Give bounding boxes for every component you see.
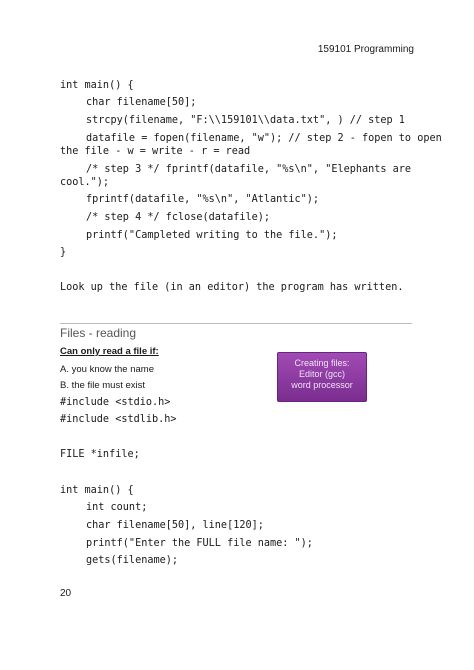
code-line: strcpy(filename, "F:\\159101\\data.txt", ) // step 1: [86, 115, 405, 126]
code-line: #include <stdlib.h>: [60, 414, 177, 425]
code-line: int main() {: [60, 485, 134, 496]
creating-files-callout: [277, 352, 367, 402]
instruction-text: Look up the file (in an editor) the program has written.: [60, 282, 404, 293]
code-line: datafile = fopen(filename, "w"); // step 2 - fopen to open: [86, 133, 442, 144]
condition-item: B. the file must exist: [60, 380, 146, 391]
code-line: #include <stdio.h>: [60, 397, 171, 408]
conditions-heading: Can only read a file if:: [60, 346, 159, 357]
code-line: printf("Campleted writing to the file.");: [86, 230, 338, 241]
code-line: }: [60, 247, 67, 258]
code-line: fprintf(datafile, "%s\n", "Atlantic");: [86, 194, 320, 205]
code-line: int count;: [86, 502, 148, 513]
callout-line: Creating files:: [294, 358, 350, 368]
code-line: char filename[50], line[120];: [86, 520, 264, 531]
code-line: gets(filename);: [86, 555, 179, 566]
code-line: printf("Enter the FULL file name: ");: [86, 538, 313, 549]
code-line: the file - w = write - r = read: [60, 146, 251, 157]
code-line: /* step 4 */ fclose(datafile);: [86, 212, 271, 223]
course-header: 159101 Programming: [317, 44, 414, 55]
callout-line: word processor: [291, 380, 353, 390]
code-line: /* step 3 */ fprintf(datafile, "%s\n", "Elephants are: [86, 164, 412, 175]
code-line: cool.");: [60, 177, 110, 188]
code-line: char filename[50];: [86, 97, 197, 108]
callout-line: Editor (gcc): [298, 369, 345, 379]
code-line: FILE *infile;: [60, 449, 140, 460]
section-title: Files - reading: [60, 326, 137, 340]
section-divider: [60, 323, 412, 324]
page-number: 20: [60, 588, 72, 599]
condition-item: A. you know the name: [60, 364, 154, 375]
code-line: int main() {: [60, 80, 134, 91]
